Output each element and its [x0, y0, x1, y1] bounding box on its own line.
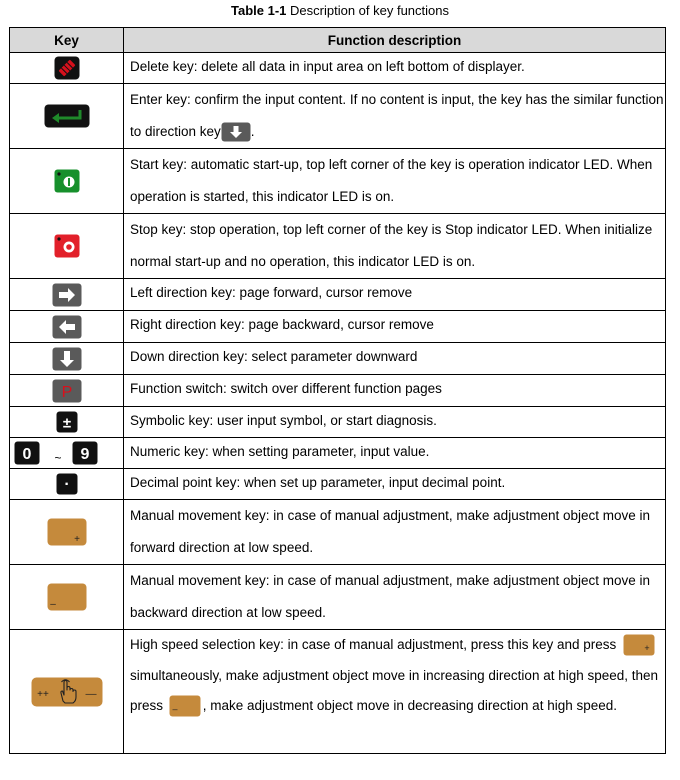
table-row: [10, 500, 666, 565]
table-row: [10, 375, 666, 407]
decimal-key-label: ·: [63, 476, 70, 493]
header-function: Function description: [124, 28, 666, 53]
key-cell: [10, 565, 124, 630]
down-arrow-key-icon: [221, 122, 251, 142]
numeric-key-to: 9: [80, 446, 90, 463]
key-cell: [10, 149, 124, 214]
stop-key-icon: [54, 234, 80, 258]
key-cell: [10, 469, 124, 500]
desc-text: High speed selection key: in case of manual adjustment, press this key and press: [130, 637, 621, 652]
key-cell: [10, 407, 124, 438]
table-caption: [0, 3, 680, 19]
table-row: [10, 630, 666, 754]
desc-text-mid: simultaneously, make adjustment object move in increasing direction at high speed, then press: [130, 667, 659, 713]
key-cell: [10, 630, 124, 754]
manual-minus-label: –: [49, 599, 56, 610]
table-row: [10, 407, 666, 438]
table-row: [10, 53, 666, 84]
key-cell: [10, 438, 124, 469]
delete-key-icon: [54, 56, 80, 80]
table-row: [10, 279, 666, 311]
key-cell: [10, 343, 124, 375]
desc-cell: Symbolic key: user input symbol, or start diagnosis.: [124, 407, 666, 438]
plus-minus-label: ±: [62, 414, 71, 432]
table-row: [10, 149, 666, 214]
high-speed-left-label: ++: [36, 688, 49, 700]
manual-plus-label: +: [73, 534, 80, 545]
desc-cell: Down direction key: select parameter downward: [124, 343, 666, 375]
key-cell: [10, 84, 124, 149]
desc-cell: Manual movement key: in case of manual adjustment, make adjustment object move in forward direction at low speed.: [124, 500, 666, 565]
p-key-icon: [52, 379, 82, 403]
decimal-key-icon: [56, 473, 78, 495]
key-functions-table: [9, 27, 666, 754]
table-row: [10, 469, 666, 500]
plus-minus-key-icon: [56, 411, 78, 433]
inline-plus-label: +: [644, 643, 650, 654]
numeric-key-sep: ~: [54, 451, 62, 465]
enter-key-icon: [44, 104, 90, 128]
desc-cell: Start key: automatic start-up, top left corner of the key is operation indicator LED. When operation is started, this indicator LED is on.: [124, 149, 666, 214]
key-cell: [10, 500, 124, 565]
table-row: [10, 311, 666, 343]
desc-cell: [124, 630, 666, 754]
table-row: [10, 343, 666, 375]
high-speed-right-label: ––: [84, 688, 97, 700]
start-key-icon: [54, 169, 80, 193]
desc-cell: Right direction key: page backward, cursor remove: [124, 311, 666, 343]
key-cell: [10, 311, 124, 343]
desc-cell: Delete key: delete all data in input area on left bottom of displayer.: [124, 53, 666, 84]
key-cell: [10, 214, 124, 279]
desc-cell: Numeric key: when setting parameter, input value.: [124, 438, 666, 469]
desc-cell: Function switch: switch over different function pages: [124, 375, 666, 407]
table-row: [10, 565, 666, 630]
table-row: [10, 84, 666, 149]
p-key-label: P: [61, 383, 72, 401]
caption-text: Description of key functions: [286, 3, 449, 18]
desc-cell: Decimal point key: when set up parameter, input decimal point.: [124, 469, 666, 500]
key-cell: [10, 375, 124, 407]
high-speed-key-icon: [31, 677, 103, 707]
inline-minus-label: –: [172, 704, 178, 715]
header-row: [10, 28, 666, 53]
right-arrow-key-icon: [52, 283, 82, 307]
desc-cell: [124, 84, 666, 149]
desc-text-end: .: [250, 124, 255, 139]
manual-plus-key-icon: [623, 634, 655, 656]
numeric-key-icon: [14, 441, 106, 465]
key-cell: [10, 279, 124, 311]
table-row: [10, 438, 666, 469]
desc-cell: Left direction key: page forward, cursor remove: [124, 279, 666, 311]
desc-cell: Manual movement key: in case of manual adjustment, make adjustment object move in backward direction at low speed.: [124, 565, 666, 630]
desc-text-end: , make adjustment object move in decreasing direction at high speed.: [202, 698, 618, 713]
manual-minus-key-icon: [47, 583, 87, 611]
key-cell: [10, 53, 124, 84]
down-arrow-key-icon: [52, 347, 82, 371]
manual-minus-key-icon: [169, 695, 201, 717]
table-row: [10, 214, 666, 279]
desc-cell: Stop key: stop operation, top left corner of the key is Stop indicator LED. When initialize normal start-up and no operation, this indicator LED is on.: [124, 214, 666, 279]
caption-label: Table 1-1: [231, 3, 287, 18]
left-arrow-key-icon: [52, 315, 82, 339]
numeric-key-from: 0: [22, 446, 32, 463]
header-key: Key: [10, 28, 124, 53]
manual-plus-key-icon: [47, 518, 87, 546]
desc-text: Enter key: confirm the input content. If no content is input, the key has the similar function to direction key: [130, 92, 664, 139]
